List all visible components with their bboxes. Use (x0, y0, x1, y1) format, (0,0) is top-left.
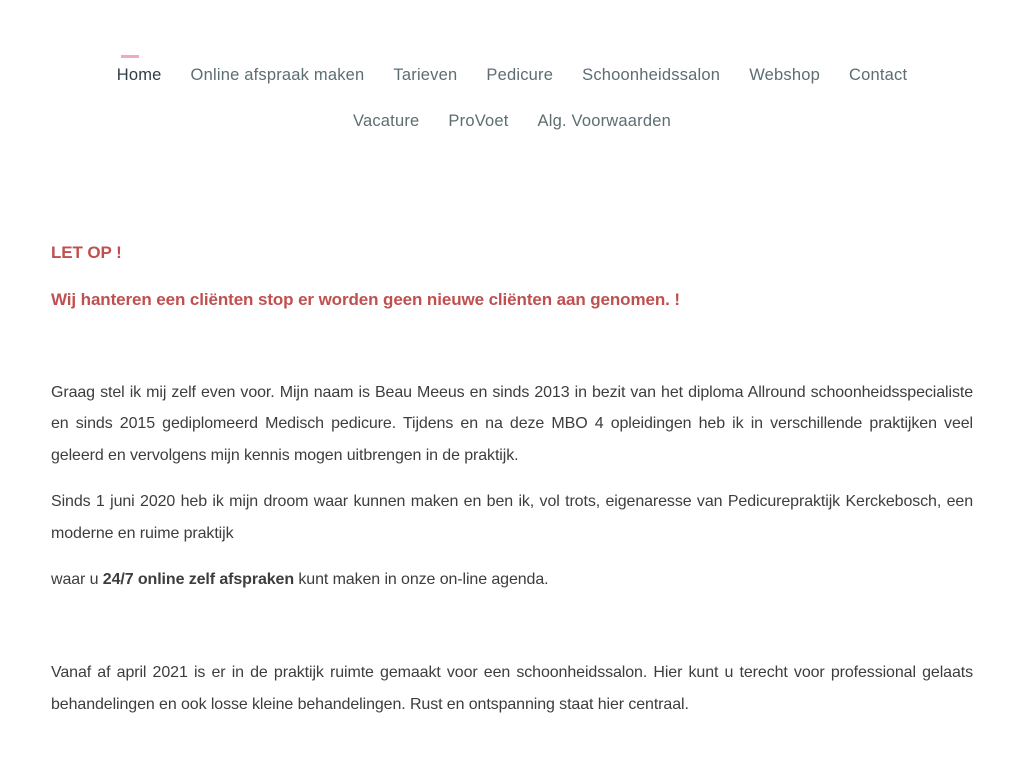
booking-paragraph (51, 564, 973, 596)
nav-item-label: Schoonheidssalon (582, 66, 721, 84)
nav-item-provoet[interactable] (448, 108, 508, 134)
nav-item-label: Tarieven (393, 66, 458, 84)
booking-text-bold: 24/7 online zelf afspraken (102, 571, 295, 588)
booking-text-suffix: kunt maken in onze on-line agenda. (294, 571, 549, 588)
intro-paragraph: Graag stel ik mij zelf even voor. Mijn naam is Beau Meeus en sinds 2013 in bezit van het diploma Allround schoonheidsspecialiste en sinds 2015 gediplomeerd Medisch pedicure. Tijdens en na deze MBO 4 opleidingen heb ik in verschillende praktijken veel geleerd en vervolgens mijn kennis mogen uitbrengen in de praktijk. (51, 383, 973, 464)
nav-item-contact[interactable] (849, 62, 907, 88)
nav-item-label: Alg. Voorwaarden (537, 112, 671, 130)
nav-item-label: Pedicure (486, 66, 554, 84)
nav-item-home[interactable] (117, 62, 162, 88)
nav-item-label: Webshop (749, 66, 820, 84)
main-nav-row-1 (0, 62, 1024, 88)
nav-item-online-afspraak-maken[interactable] (191, 62, 365, 88)
site-header (0, 0, 1024, 134)
nav-item-pedicure[interactable] (486, 62, 553, 88)
booking-text-prefix: waar u (51, 571, 103, 588)
salon-paragraph: Vanaf af april 2021 is er in de praktijk ruimte gemaakt voor een schoonheidssalon. Hier kunt u terecht voor professional gelaats behandelingen en ook losse kleine behandelingen. Rust en ontspanning staat hier centraal. (51, 664, 973, 713)
page-content (51, 237, 973, 720)
main-nav-row-2 (0, 108, 1024, 134)
active-page-indicator (121, 55, 139, 58)
nav-item-alg-voorwaarden[interactable] (538, 108, 671, 134)
nav-item-label: ProVoet (448, 112, 509, 130)
nav-item-webshop[interactable] (749, 62, 820, 88)
nav-item-label: Home (116, 66, 162, 84)
nav-item-tarieven[interactable] (393, 62, 457, 88)
paragraph-spacer (51, 611, 973, 643)
nav-item-vacature[interactable] (353, 108, 419, 134)
droom-paragraph: Sinds 1 juni 2020 heb ik mijn droom waar kunnen maken en ben ik, vol trots, eigenaresse van Pedicurepraktijk Kerckebosch, een moderne en ruime praktijk (51, 493, 973, 542)
alert-title: LET OP ! (51, 243, 122, 262)
nav-item-schoonheidssalon[interactable] (582, 62, 720, 88)
alert-message: Wij hanteren een cliënten stop er worden geen nieuwe cliënten aan genomen. ! (51, 289, 680, 309)
nav-item-label: Contact (849, 66, 908, 84)
nav-item-label: Vacature (353, 112, 420, 130)
nav-item-label: Online afspraak maken (190, 66, 365, 84)
paragraph-spacer (51, 330, 973, 362)
